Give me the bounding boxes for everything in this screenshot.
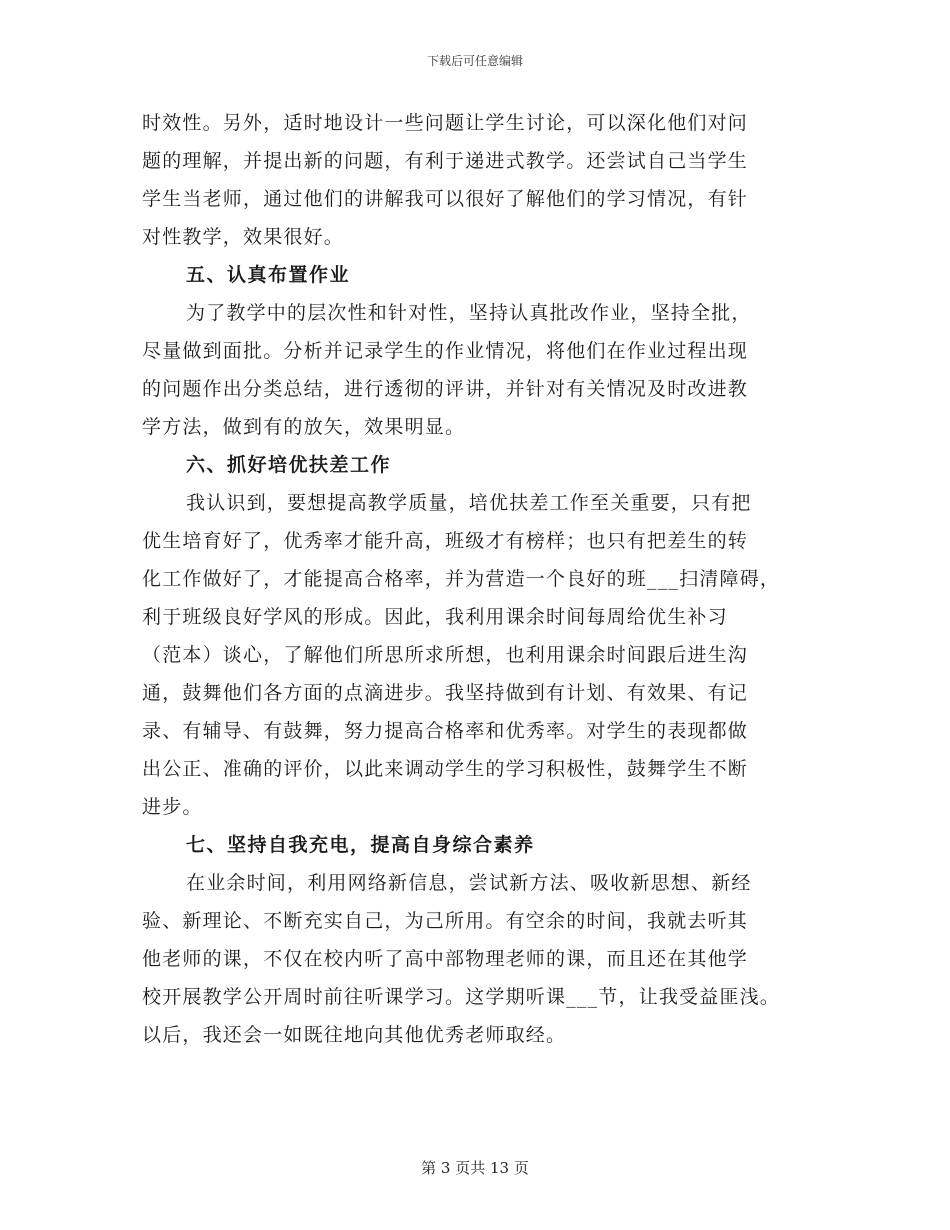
paragraph-line: 出公正、准确的评价，以此来调动学生的学习积极性，鼓舞学生不断 bbox=[142, 758, 749, 780]
page-header: 下载后可任意编辑 bbox=[426, 54, 523, 68]
paragraph-line: 录、有辅导、有鼓舞，努力提高合格率和优秀率。对学生的表现都做 bbox=[142, 720, 749, 742]
paragraph-line: 时效性。另外，适时地设计一些问题让学生讨论，可以深化他们对问 bbox=[142, 112, 749, 134]
paragraph-line: 对性教学，效果很好。 bbox=[142, 226, 345, 248]
paragraph-line: 尽量做到面批。分析并记录学生的作业情况，将他们在作业过程出现 bbox=[142, 340, 749, 362]
paragraph-line: 优生培育好了，优秀率才能升高，班级才有榜样；也只有把差生的转 bbox=[142, 530, 749, 552]
paragraph-line: 学方法，做到有的放矢，效果明显。 bbox=[142, 416, 466, 438]
paragraph-line: 我认识到，要想提高教学质量，培优扶差工作至关重要，只有把 bbox=[186, 492, 752, 514]
paragraph-line: 化工作做好了，才能提高合格率，并为营造一个良好的班___扫清障碍， bbox=[142, 568, 781, 590]
paragraph-line: 为了教学中的层次性和针对性，坚持认真批改作业，坚持全批， bbox=[186, 302, 752, 324]
paragraph-line: 以后，我还会一如既往地向其他优秀老师取经。 bbox=[142, 1024, 567, 1046]
section-heading-6: 六、抓好培优扶差工作 bbox=[186, 454, 392, 476]
paragraph-line: 的问题作出分类总结，进行透彻的评讲，并针对有关情况及时改进教 bbox=[142, 378, 749, 400]
paragraph-line: 进步。 bbox=[142, 796, 203, 818]
paragraph-line: 利于班级良好学风的形成。因此，我利用课余时间每周给优生补习 bbox=[142, 606, 728, 628]
paragraph-line: 他老师的课，不仅在校内听了高中部物理老师的课，而且还在其他学 bbox=[142, 948, 749, 970]
paragraph-line: 题的理解，并提出新的问题，有利于递进式教学。还尝试自己当学生 bbox=[142, 150, 749, 172]
paragraph-line: 通，鼓舞他们各方面的点滴进步。我坚持做到有计划、有效果、有记 bbox=[142, 682, 749, 704]
document-body bbox=[142, 104, 822, 1054]
paragraph-line: 验、新理论、不断充实自己，为己所用。有空余的时间，我就去听其 bbox=[142, 910, 749, 932]
section-heading-5: 五、认真布置作业 bbox=[186, 264, 351, 286]
paragraph-line: 校开展教学公开周时前往听课学习。这学期听课___节，让我受益匪浅。 bbox=[142, 986, 781, 1008]
paragraph-line: （范本）谈心，了解他们所思所求所想，也利用课余时间跟后进生沟 bbox=[142, 644, 749, 666]
paragraph-line: 在业余时间，利用网络新信息，尝试新方法、吸收新思想、新经 bbox=[186, 872, 752, 894]
paragraph-line: 学生当老师，通过他们的讲解我可以很好了解他们的学习情况，有针 bbox=[142, 188, 749, 210]
section-heading-7: 七、坚持自我充电，提高自身综合素养 bbox=[186, 834, 535, 856]
page-number: 第 3 页共 13 页 bbox=[421, 1159, 529, 1177]
